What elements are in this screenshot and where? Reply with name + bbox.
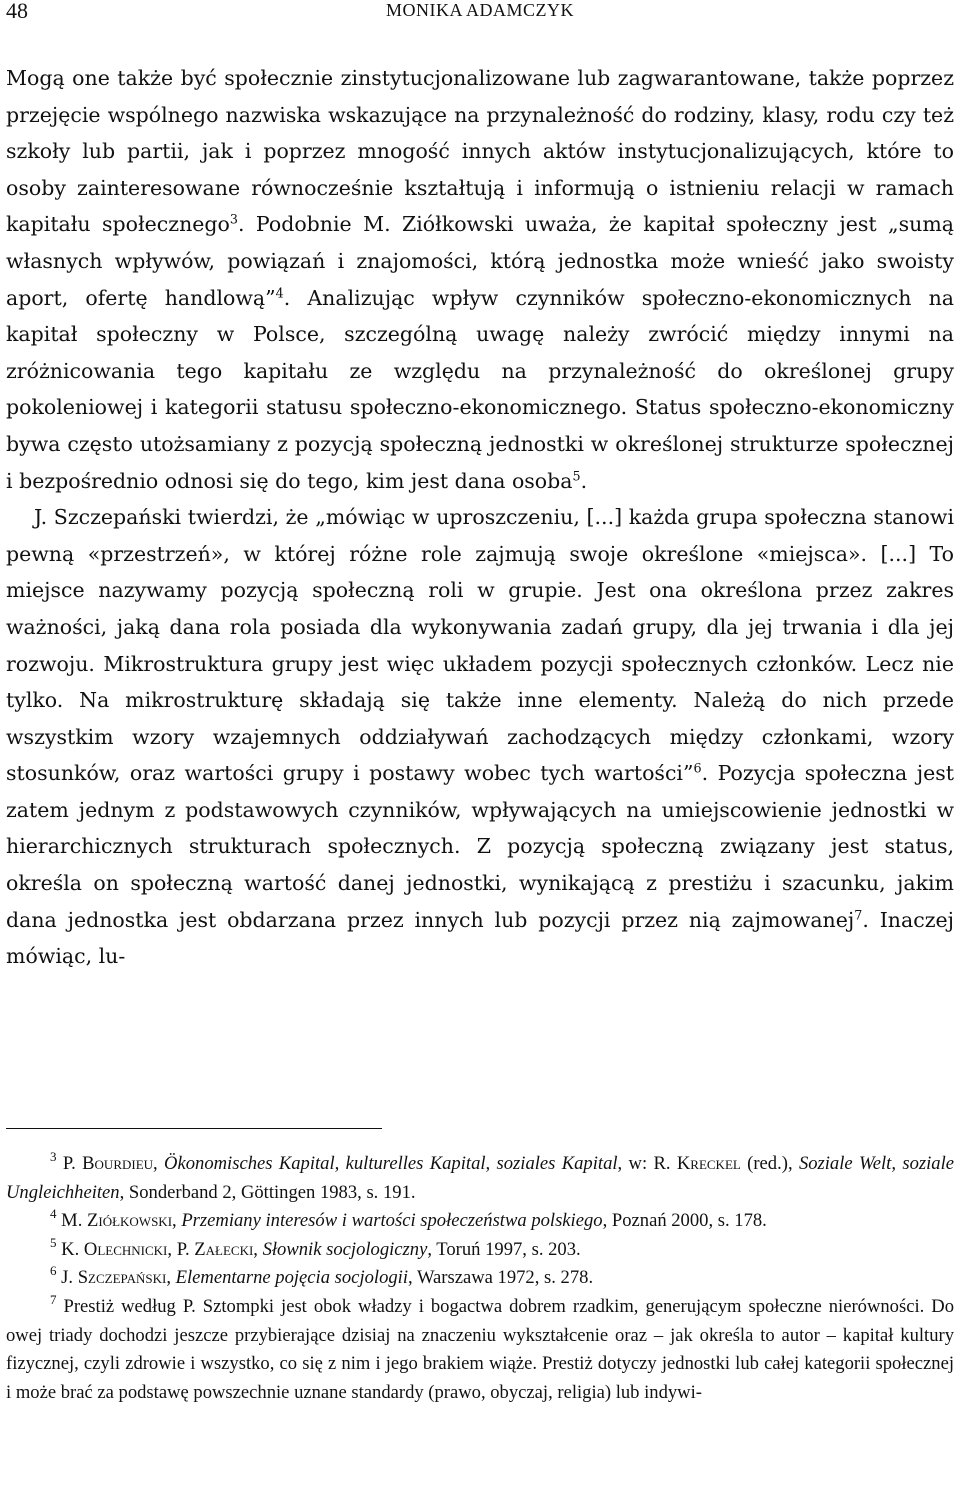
paragraph-text: . Pozycja społeczna jest zatem jednym z podstawowych czynników, wpływających na umiejscowienie jednostki w hierarchicznych strukturach społecznych. Z pozycją społeczną związany jest status, określa on społeczną wartość danej jednostki, wynikającą z prestiżu i szacunku, jakim dana jednostka jest obdarzana przez innych lub pozycji przez nią zajmowanej (6, 761, 955, 932)
footnote-number: 7 (50, 1292, 57, 1308)
author-name: Kreckel (676, 1153, 741, 1174)
footnote-7 (6, 1293, 954, 1407)
paragraph-text: . Inaczej mówiąc, lu- (6, 907, 955, 969)
footnote-number: 6 (50, 1263, 57, 1279)
footnote-ref-7: 7 (854, 907, 863, 923)
footnote-number: 5 (50, 1234, 57, 1250)
author-name: Olechnicki (83, 1238, 168, 1260)
paragraph-text: . (580, 468, 588, 493)
footnote-text: , (153, 1153, 165, 1174)
footnote-6 (6, 1264, 954, 1293)
footnote-ref-6: 6 (693, 760, 702, 776)
book-title: Elementarne pojęcia socjologii (175, 1267, 408, 1289)
running-head: MONIKA ADAMCZYK (385, 0, 574, 20)
book-title: Soziale Welt, soziale Ungleichheiten (6, 1153, 954, 1203)
book-title: Słownik socjologiczny (262, 1238, 428, 1260)
page-header (6, 0, 954, 24)
footnote-text: , (166, 1267, 176, 1289)
footnote-number: 3 (50, 1149, 57, 1165)
footnote-text: , P. (167, 1238, 195, 1260)
footnote-text: , w: R. (617, 1153, 677, 1174)
footnote-text: , (253, 1238, 263, 1260)
author-name: Szczepański (77, 1267, 167, 1289)
footnote-text: K. (61, 1238, 84, 1260)
footnote-text: , Warszawa 1972, s. 278. (408, 1267, 594, 1289)
book-title: Ökonomisches Kapital, kulturelles Kapital, soziales Kapital (164, 1153, 618, 1174)
footnote-text: , (172, 1210, 182, 1232)
footnote-text: M. (61, 1210, 88, 1232)
footnote-5 (6, 1236, 954, 1265)
paragraph-2 (6, 499, 954, 975)
paragraph-1 (6, 60, 954, 499)
author-name: Załecki (194, 1238, 254, 1260)
footnote-text: J. (61, 1267, 78, 1289)
footnote-text: (red.), (740, 1153, 799, 1174)
page-number: 48 (6, 0, 28, 23)
footnotes (6, 1150, 954, 1407)
footnote-ref-4: 4 (275, 284, 284, 300)
footnote-4 (6, 1207, 954, 1236)
footnote-text: , Poznań 2000, s. 178. (602, 1210, 767, 1232)
author-name: Ziółkowski (87, 1210, 173, 1232)
footnote-text: , Sonderband 2, Göttingen 1983, s. 191. (119, 1181, 416, 1203)
main-text (6, 60, 954, 975)
footnote-text: P. (62, 1153, 83, 1174)
footnote-ref-3: 3 (229, 211, 238, 227)
paragraph-text: . Podobnie M. Ziółkowski uważa, że kapitał społeczny jest „sumą własnych wpływów, powiązań i znajomości, którą jednostka może wnieść jako swoisty aport, ofertę handlową” (6, 212, 954, 310)
footnote-text: Prestiż według P. Sztompki jest obok władzy i bogactwa dobrem rzadkim, generującym społeczne nierówności. Do owej triady dochodzi jeszcze przybierające dzisiaj na znaczeniu wykształcenie oraz – jak określa to autor – kapitał kultury fizycznej, czyli zdrowie i wszystko, co się z nim i jego brakiem wiąże. Prestiż dotyczy jednostki lub całej kategorii społecznej i może brać za podstawę powszechnie uznane standardy (prawo, obyczaj, religia) lub indywi- (6, 1295, 954, 1403)
paragraph-text: . Analizując wpływ czynników społeczno-ekonomicznych na kapitał społeczny w Polsce, szczególną uwagę należy zwrócić między innymi na zróżnicowania tego kapitału ze względu na przynależność do określonej grupy pokoleniowej i kategorii statusu społeczno-ekonomicznego. Status społeczno-ekonomiczny bywa często utożsamiany z pozycją społeczną jednostki w określonej strukturze społecznej i bezpośrednio odnosi się do tego, kim jest dana osoba (6, 285, 955, 493)
footnote-number: 4 (50, 1206, 57, 1222)
paragraph-text: J. Szczepański twierdzi, że „mówiąc w uproszczeniu, [...] każda grupa społeczna stanowi pewną «przestrzeń», w której różne role zajmują swoje określone «miejsca». [...] To miejsce nazywamy pozycją społeczną roli w grupie. Jest ona określona przez zakres ważności, jaką dana rola posiada dla wykonywania zadań grupy, dla jej trwania i dla jej rozwoju. Mikrostruktura grupy jest więc układem pozycji społecznych członków. Lecz nie tylko. Na mikrostrukturę składają się także inne elementy. Należą do nich przede wszystkim wzory wzajemnych oddziaływań zachodzących między członkami, wzory stosunków, oraz wartości grupy i postawy wobec tych wartości” (6, 505, 954, 786)
author-name: Bourdieu (82, 1153, 154, 1174)
paragraph-text: Mogą one także być społecznie zinstytucjonalizowane lub zagwarantowane, także poprzez przejęcie wspólnego nazwiska wskazujące na przynależność do rodziny, klasy, rodu czy też szkoły lub partii, jak i poprzez mnogość innych aktów instytucjonalizujących, które to osoby zainteresowane równocześnie kształtują i informują o istnieniu relacji w ramach kapitału społecznego (6, 66, 954, 237)
footnote-text: , Toruń 1997, s. 203. (427, 1238, 581, 1260)
footnote-separator (6, 1128, 382, 1129)
footnote-ref-5: 5 (572, 467, 581, 483)
footnote-3 (6, 1150, 954, 1207)
book-title: Przemiany interesów i wartości społeczeństwa polskiego (181, 1210, 603, 1232)
